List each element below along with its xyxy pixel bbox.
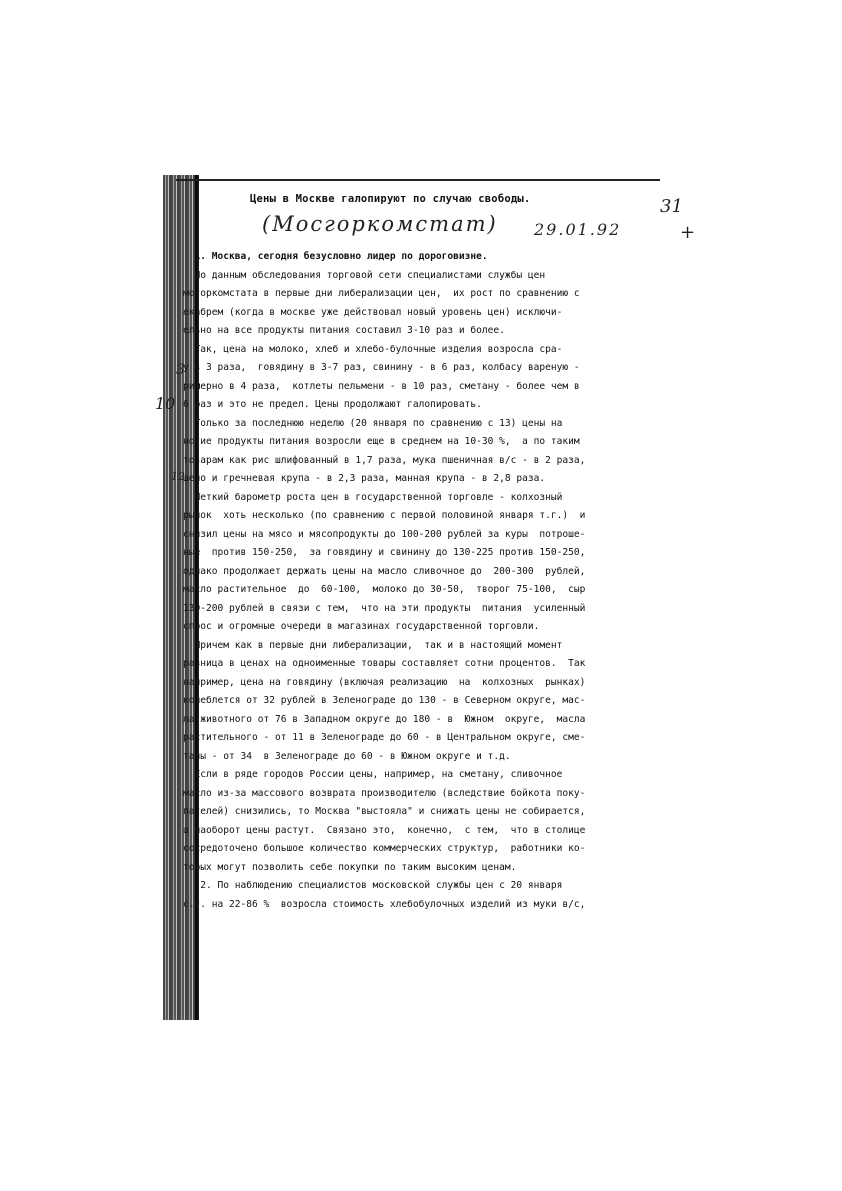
- text-line: ельно на все продукты питания составил 3-10 раз и более.: [183, 325, 505, 336]
- text-line: например, цена на говядину (включая реализацию на колхозных рынках): [183, 676, 586, 688]
- text-line: могоркомстата в первые дни либерализации цен, их рост по сравнению с: [183, 288, 580, 299]
- text-line: сосредоточено большое количество коммерческих структур, работники ко-: [183, 843, 586, 854]
- text-line: Если в ряде городов России цены, например, на сметану, сливочное: [183, 769, 563, 780]
- text-line: таны - от 34 в Зеленограде до 60 - в Южном округе и т.д.: [183, 750, 511, 762]
- text-line: ногие продукты питания возросли еще в среднем на 10-30 %, а по таким: [183, 436, 580, 447]
- document-body: [183, 248, 688, 914]
- text-line: спрос и огромные очереди в магазинах государственной торговли.: [183, 621, 540, 632]
- handwritten-date: 29.01.92: [534, 220, 622, 239]
- top-rule: [176, 179, 660, 181]
- text-line: рынок хоть несколько (по сравнению с первой половиной января т.г.) и: [183, 510, 586, 521]
- text-line: ные против 150-250, за говядину и свинину до 130-225 против 150-250,: [183, 547, 586, 558]
- text-line: товарам как рис шлифованный в 1,7 раза, мука пшеничная в/с - в 2 раза,: [183, 454, 586, 466]
- handwritten-source: (Мосгоркомстат): [262, 212, 498, 236]
- text-line: разница в ценах на одноименные товары составляет сотни процентов. Так: [183, 658, 586, 669]
- text-line: растительного - от 11 в Зеленограде до 60 - в Центральном округе, сме-: [183, 732, 586, 743]
- margin-note-2: 10: [155, 394, 176, 413]
- text-line: римерно в 4 раза, котлеты пельмени - в 10 раз, сметану - более чем в: [183, 380, 580, 392]
- text-line: Четкий барометр роста цен в государственной торговле - колхозный: [183, 491, 563, 503]
- text-line: пателей) снизились, то Москва "выстояла" и снижать цены не собирается,: [183, 806, 586, 817]
- text-line: Так, цена на молоко, хлеб и хлебо-булочные изделия возросла сра-: [183, 343, 563, 355]
- text-line: ла животного от 76 в Западном округе до 180 - в Южном округе, масла: [183, 713, 586, 725]
- text-line: По данным обследования торговой сети специалистами службы цен: [183, 269, 546, 281]
- handwritten-page-number: 31: [660, 196, 683, 217]
- document-title: Цены в Москве галопируют по случаю свободы.: [250, 193, 531, 205]
- text-line: колеблется от 32 рублей в Зеленограде до 130 - в Северном округе, мас-: [183, 695, 586, 706]
- text-line: однако продолжает держать цены на масло сливочное до 200-300 рублей,: [183, 565, 586, 577]
- margin-note-3: 12: [171, 470, 185, 483]
- handwritten-mark: +: [680, 222, 696, 243]
- text-line: торых могут позволить себе покупки по таким высоким ценам.: [183, 861, 517, 873]
- text-line: масло из-за массового возврата производителю (вследствие бойкота поку-: [183, 787, 586, 799]
- text-line: 2. По наблюдению специалистов московской службы цен с 20 января: [183, 880, 563, 891]
- text-line: масло растительное до 60-100, молоко до 30-50, творог 75-100, сыр: [183, 584, 586, 595]
- text-line: 1. Москва, сегодня безусловно лидер по дороговизне.: [183, 251, 488, 262]
- text-line: у в 3 раза, говядину в 3-7 раз, свинину - в 6 раз, колбасу вареную -: [183, 362, 580, 373]
- text-line: с.г. на 22-86 % возросла стоимость хлебобулочных изделий из муки в/с,: [183, 898, 586, 910]
- text-line: снизил цены на мясо и мясопродукты до 100-200 рублей за куры потроше-: [183, 528, 586, 540]
- text-line: 130-200 рублей в связи с тем, что на эти продукты питания усиленный: [183, 602, 586, 614]
- text-line: екабрем (когда в москве уже действовал новый уровень цен) исключи-: [183, 306, 563, 318]
- margin-note-1: 3: [176, 362, 185, 378]
- text-line: шено и гречневая крупа - в 2,3 раза, манная крупа - в 2,8 раза.: [183, 473, 546, 484]
- text-line: 6 раз и это не предел. Цены продолжают галопировать.: [183, 399, 482, 410]
- text-line: а наоборот цены растут. Связано это, конечно, с тем, что в столице: [183, 824, 586, 836]
- text-line: Причем как в первые дни либерализации, так и в настоящий момент: [183, 639, 563, 651]
- text-line: Только за последнюю неделю (20 января по сравнению с 13) цены на: [183, 417, 563, 429]
